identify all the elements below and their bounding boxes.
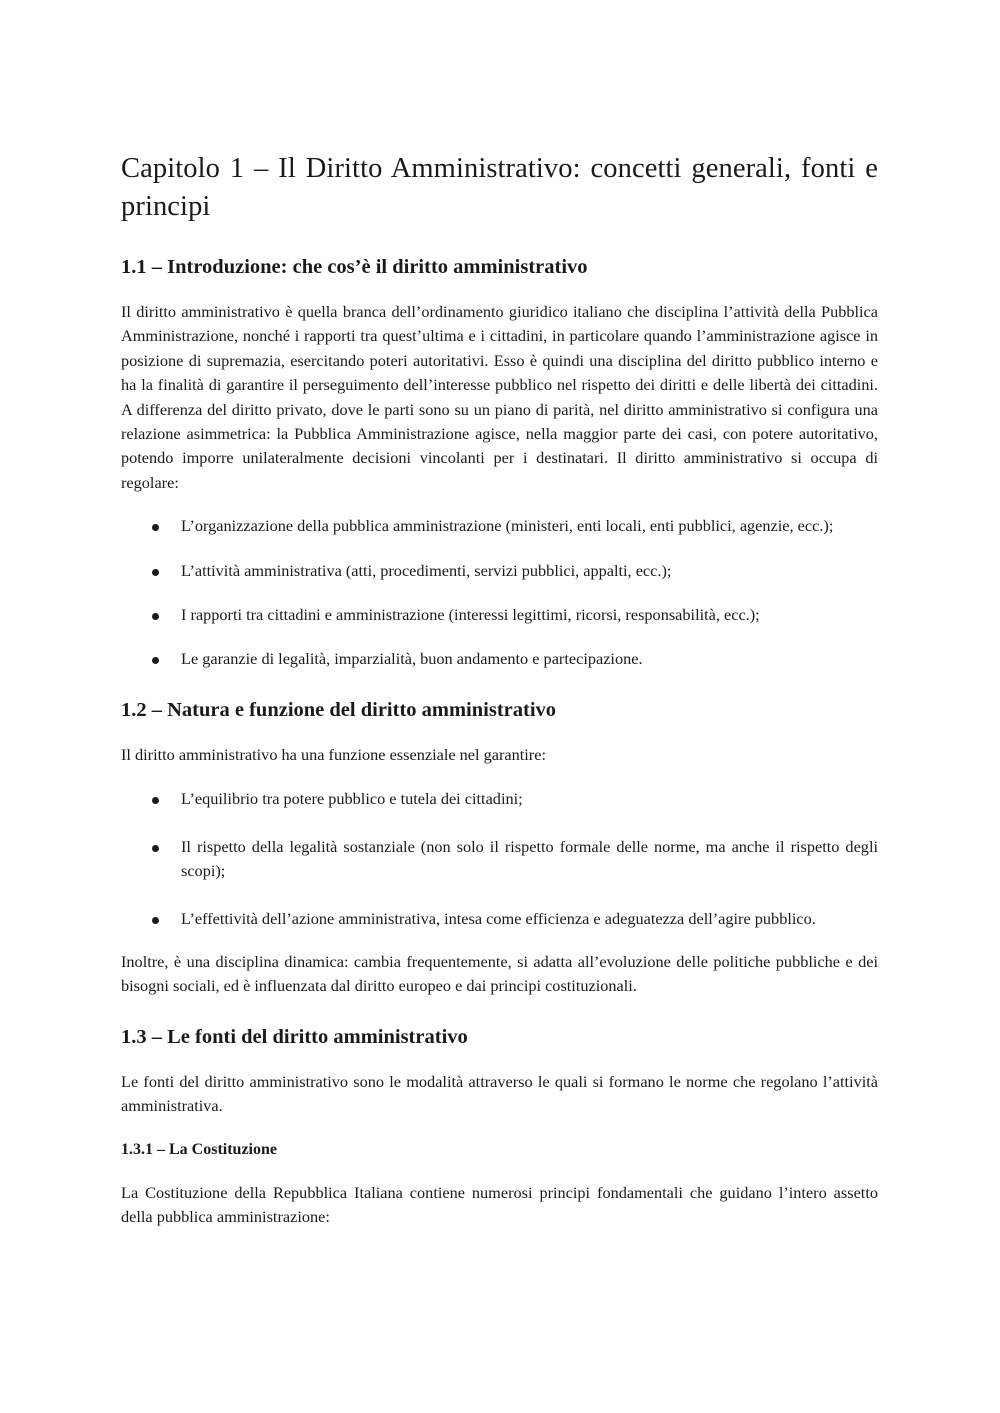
list-item: L’organizzazione della pubblica amministrazione (ministeri, enti locali, enti pubblici, agenzie, ecc.); [121,514,878,538]
section-1-2-intro: Il diritto amministrativo ha una funzione essenziale nel garantire: [121,744,546,764]
chapter-title: Capitolo 1 – Il Diritto Amministrativo: concetti generali, fonti e principi [121,153,878,222]
section-1-3-intro: Le fonti del diritto amministrativo sono le modalità attraverso le quali si formano le norme che regolano l’attività amministrativa. [121,1071,878,1116]
bullet-icon [152,845,159,852]
list-item: L’effettività dell’azione amministrativa, intesa come efficienza e adeguatezza dell’agire pubblico. [121,907,878,931]
list-item: Il rispetto della legalità sostanziale (non solo il rispetto formale delle norme, ma anche il rispetto degli scopi); [121,835,878,884]
bullet-icon [152,917,159,924]
document-page [121,150,878,1229]
section-title-1-1: 1.1 – Introduzione: che cos’è il diritto amministrativo [121,256,588,278]
subsection-1-3-1-paragraph: La Costituzione della Repubblica Italiana contiene numerosi principi fondamentali che guidano l’intero assetto della pubblica amministrazione: [121,1182,878,1226]
list-item: Le garanzie di legalità, imparzialità, buon andamento e partecipazione. [121,647,878,671]
section-1-2-closing: Inoltre, è una disciplina dinamica: cambia frequentemente, si adatta all’evoluzione delle politiche pubbliche e dei bisogni sociali, ed è influenzata dal diritto europeo e dai principi costituzionali. [121,951,878,996]
bullet-icon [152,797,159,804]
list-item: L’attività amministrativa (atti, procedimenti, servizi pubblici, appalti, ecc.); [121,559,878,583]
bullet-icon [152,657,159,664]
list-item: I rapporti tra cittadini e amministrazione (interessi legittimi, ricorsi, responsabilità, ecc.); [121,603,878,627]
bullet-icon [152,569,159,576]
list-item: L’equilibrio tra potere pubblico e tutela dei cittadini; [121,787,878,811]
subsection-title-1-3-1: 1.3.1 – La Costituzione [121,1140,277,1158]
section-1-1-paragraph: Il diritto amministrativo è quella branca dell’ordinamento giuridico italiano che disciplina l’attività della Pubblica Amministrazione, nonché i rapporti tra quest’ultima e i cittadini, in particolare quando l’amministrazione agisce in posizione di supremazia, esercitando poteri autoritativi. Esso è quindi una disciplina del diritto pubblico interno e ha la finalità di garantire il perseguimento dell’interesse pubblico nel rispetto dei diritti e delle libertà dei cittadini. A differenza del diritto privato, dove le parti sono su un piano di parità, nel diritto amministrativo si configura una relazione asimmetrica: la Pubblica Amministrazione agisce, nella maggior parte dei casi, con potere autoritativo, potendo imporre unilateralmente decisioni vincolanti per i destinatari. Il diritto amministrativo si occupa di regolare: [121,302,878,492]
section-1-2-bullet-list [121,787,878,931]
section-title-1-2: 1.2 – Natura e funzione del diritto amministrativo [121,698,557,721]
bullet-icon [152,524,159,531]
bullet-icon [152,613,159,620]
section-title-1-3: 1.3 – Le fonti del diritto amministrativo [121,1025,468,1048]
section-1-1-bullet-list [121,514,878,672]
